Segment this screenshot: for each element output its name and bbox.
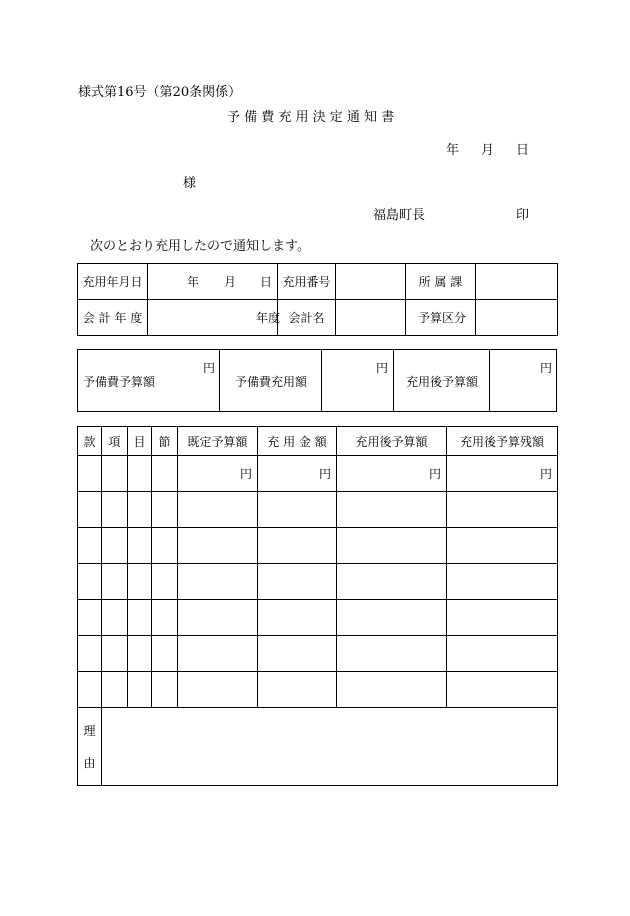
form-id: 様式第16号（第20条関係）	[78, 85, 242, 100]
cell-kou[interactable]	[102, 456, 128, 492]
budget-category-field[interactable]	[475, 299, 557, 336]
after-budget-yen: 円	[540, 361, 553, 375]
cell-moku[interactable]	[128, 456, 152, 492]
cell-kan[interactable]	[78, 456, 102, 492]
header-kan: 款	[78, 427, 102, 456]
after-budget-label: 充用後予算額	[406, 375, 479, 389]
reserve-budget-yen: 円	[203, 361, 216, 375]
reason-field[interactable]	[102, 708, 558, 786]
cell-setsu[interactable]	[152, 456, 178, 492]
usage-date-day: 日	[260, 275, 273, 289]
reason-char-2: 由	[83, 755, 96, 770]
reason-label	[78, 708, 102, 786]
header-kou: 項	[102, 427, 128, 456]
table-row	[78, 564, 558, 600]
usage-date-month: 月	[224, 275, 237, 289]
seal-mark: 印	[516, 208, 530, 223]
cell-after-budget[interactable]: 円	[337, 456, 447, 492]
header-existing-budget: 既定予算額	[178, 427, 258, 456]
reason-char-1: 理	[83, 723, 96, 738]
header-moku: 目	[128, 427, 152, 456]
date-day: 日	[516, 143, 530, 158]
budget-category-label: 予算区分	[418, 311, 467, 325]
table-row	[78, 456, 558, 492]
table-row	[78, 528, 558, 564]
reserve-usage-label: 予備費充用額	[235, 375, 308, 389]
cell-after-remaining[interactable]: 円	[447, 456, 558, 492]
reserve-usage-yen: 円	[376, 361, 389, 375]
reserve-budget-label: 予備費予算額	[83, 375, 156, 389]
fiscal-year-suffix: 年度	[256, 311, 281, 325]
usage-date-label: 充用年月日	[78, 264, 148, 300]
header-setsu: 節	[152, 427, 178, 456]
header-after-budget: 充用後予算額	[337, 427, 447, 456]
header-usage-amount: 充 用 金 額	[258, 427, 337, 456]
department-field[interactable]	[476, 264, 558, 300]
usage-number-field[interactable]	[336, 264, 406, 300]
document-title: 予 備 費 充 用 決 定 通 知 書	[227, 110, 395, 125]
cell-existing-budget[interactable]: 円	[178, 456, 258, 492]
date-month: 月	[481, 143, 495, 158]
date-year: 年	[446, 143, 460, 158]
cell-usage-amount[interactable]: 円	[258, 456, 337, 492]
table-row	[78, 636, 558, 672]
reason-row	[78, 708, 558, 786]
amount-box	[77, 349, 557, 412]
account-name-label: 会計名	[278, 300, 336, 336]
table-row	[78, 600, 558, 636]
department-label: 所 属 課	[406, 264, 476, 300]
header-after-remaining: 充用後予算残額	[447, 427, 558, 456]
issuer-name: 福島町長	[373, 208, 426, 223]
usage-date-field[interactable]	[148, 264, 278, 300]
addressee-suffix: 様	[183, 176, 197, 191]
fiscal-year-label: 会 計 年 度	[78, 300, 148, 336]
table-row	[78, 672, 558, 708]
usage-date-year: 年	[187, 275, 200, 289]
detail-table	[77, 426, 558, 786]
budget-category-divider	[405, 299, 406, 336]
usage-number-label: 充用番号	[278, 264, 336, 300]
fiscal-year-field[interactable]	[148, 300, 281, 336]
table-row	[78, 492, 558, 528]
intro-text: 次のとおり充用したので通知します。	[90, 239, 310, 254]
